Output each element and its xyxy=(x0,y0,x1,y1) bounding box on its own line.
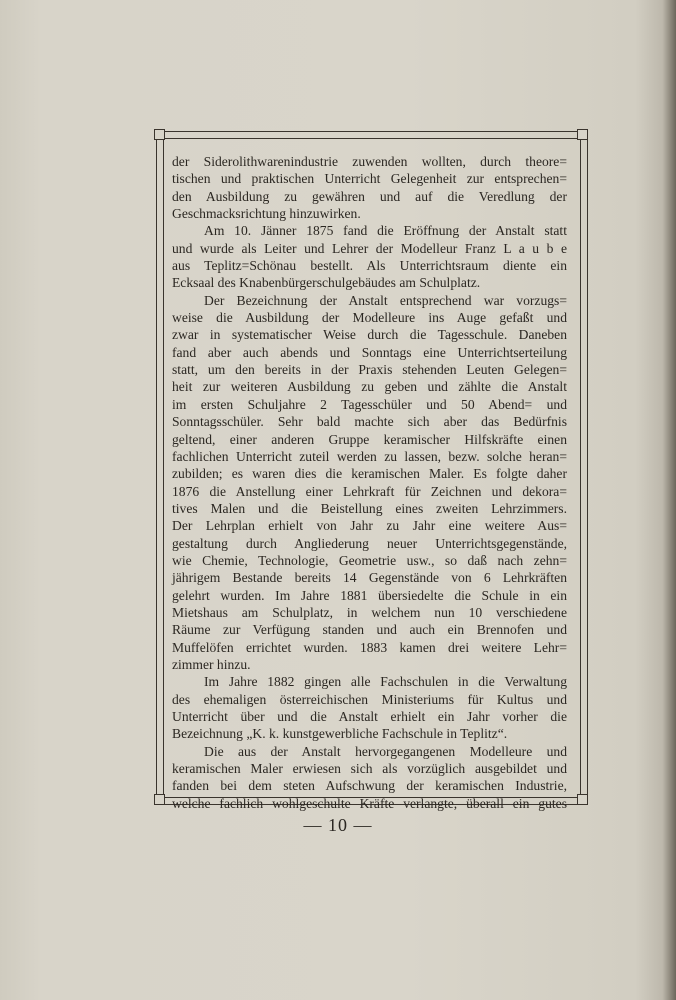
text-line: heit zur weiteren Ausbildung zu geben und zählte die Anstalt xyxy=(172,379,567,395)
border-corner-ornament xyxy=(577,794,588,805)
text-line: fand aber auch abends und Sonntags eine Unterrichtserteilung xyxy=(172,344,567,360)
border-corner-ornament xyxy=(577,129,588,140)
text-line: des ehemaligen österreichischen Ministeriums für Kultus und xyxy=(172,691,567,707)
text-line: Muffelöfen errichtet wurden. 1883 kamen drei weitere Lehr= xyxy=(172,639,567,655)
text-line: und wurde als Leiter und Lehrer der Modelleur Franz L a u b e xyxy=(172,240,567,256)
text-line: gestaltung durch Angliederung neuer Unterrichtsgegenstände, xyxy=(172,535,567,551)
body-text xyxy=(172,153,567,812)
paragraph-start-line: Der Bezeichnung der Anstalt entsprechend war vorzugs= xyxy=(204,292,567,308)
text-line: tischen und praktischen Unterricht Gelegenheit zur entsprechen= xyxy=(172,171,567,187)
border-corner-ornament xyxy=(154,794,165,805)
text-line: statt, um den bereits in der Praxis stehenden Leuten Gelegen= xyxy=(172,362,567,378)
text-line: im ersten Schuljahre 2 Tagesschüler und 50 Abend= und xyxy=(172,396,567,412)
paragraph-start-line: Im Jahre 1882 gingen alle Fachschulen in die Verwaltung xyxy=(204,674,567,690)
text-line: Bezeichnung „K. k. kunstgewerbliche Fachschule in Teplitz“. xyxy=(172,726,508,742)
text-line: wie Chemie, Technologie, Geometrie usw., so daß nach zehn= xyxy=(172,552,567,568)
text-line: den Ausbildung zu gewähren und auf die Veredlung der xyxy=(172,188,567,204)
text-line: Mietshaus am Schulplatz, in welchem nun 10 verschiedene xyxy=(172,604,567,620)
paragraph-start-line: Am 10. Jänner 1875 fand die Eröffnung der Anstalt statt xyxy=(204,223,567,239)
page-number: — 10 — xyxy=(303,815,373,835)
text-line: 1876 die Anstellung einer Lehrkraft für Zeichnen und dekora= xyxy=(172,483,567,499)
text-line: jährigem Bestande bereits 14 Gegenstände von 6 Lehrkräften xyxy=(172,570,567,586)
text-line: aus Teplitz=Schönau bestellt. Als Unterrichtsraum diente ein xyxy=(172,258,567,274)
text-line: tives Malen und die Beistellung eines zweiten Lehrzimmers. xyxy=(172,500,567,516)
text-line: zubilden; es waren dies die keramischen Maler. Es folgte daher xyxy=(172,466,567,482)
text-line: weise die Ausbildung der Modelleure ins Auge gefaßt und xyxy=(172,310,567,326)
text-line: zimmer hinzu. xyxy=(172,656,251,672)
text-line: Sonntagsschüler. Sehr bald machte sich aber das Bedürfnis xyxy=(172,414,567,430)
border-corner-ornament xyxy=(154,129,165,140)
text-line: keramischen Maler erwiesen sich als vorzüglich ausgebildet und xyxy=(172,761,567,777)
text-line: zwar in systematischer Weise durch die Tagesschule. Daneben xyxy=(172,327,567,343)
text-line: fachlichen Unterricht zuteil werden zu lassen, bezw. solche heran= xyxy=(172,448,567,464)
text-line: Ecksaal des Knabenbürgerschulgebäudes am Schulplatz. xyxy=(172,275,481,291)
text-line: der Siderolithwarenindustrie zuwenden wollten, durch theore= xyxy=(172,154,567,169)
text-line: geltend, einer anderen Gruppe keramischer Hilfskräfte einen xyxy=(172,431,567,447)
text-line: Der Lehrplan erhielt von Jahr zu Jahr eine weitere Aus= xyxy=(172,518,567,534)
text-line: gelehrt wurden. Im Jahre 1881 übersiedelte die Schule in ein xyxy=(172,587,567,603)
text-line: Geschmacksrichtung hinzuwirken. xyxy=(172,206,361,222)
paragraph-start-line: Die aus der Anstalt hervorgegangenen Modelleure und xyxy=(204,743,567,759)
text-line: Unterricht über und die Anstalt erhielt ein Jahr vorher die xyxy=(172,709,567,724)
text-line: welche fachlich wohlgeschulte Kräfte verlangte, überall ein gutes xyxy=(172,795,567,811)
text-line: fanden bei dem steten Aufschwung der keramischen Industrie, xyxy=(172,778,567,794)
text-line: Räume zur Verfügung standen und auch ein Brennofen und xyxy=(172,622,567,638)
